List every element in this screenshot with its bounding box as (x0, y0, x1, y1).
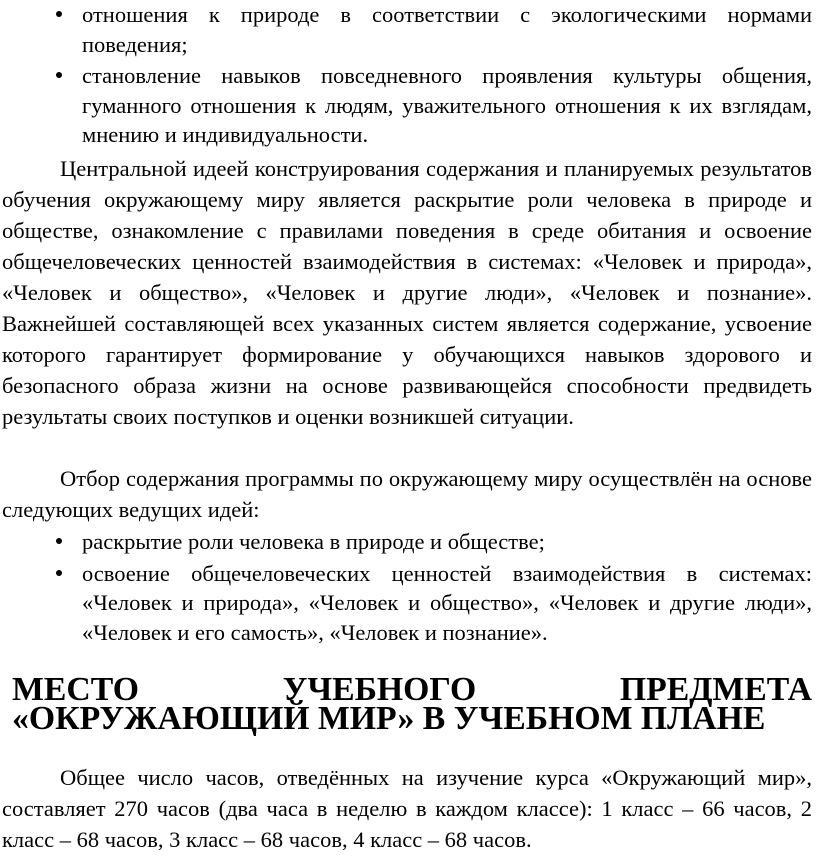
bullet-text: раскрытие роли человека в природе и обществе; (82, 529, 545, 554)
list-item (82, 0, 812, 59)
bullet-text: отношения к природе в соответствии с экологическими нормами поведения; (82, 2, 812, 57)
list-item (82, 527, 812, 557)
bullet-list-top (82, 0, 812, 150)
section-heading: МЕСТО УЧЕБНОГО ПРЕДМЕТА «ОКРУЖАЮЩИЙ МИР» В УЧЕБНОМ ПЛАНЕ (12, 671, 812, 737)
paragraph-hours: Общее число часов, отведённых на изучение курса «Окружающий мир», составляет 270 часов (два часа в неделю в каждом классе): 1 класс – 66 часов, 2 класс – 68 часов, 3 класс – 68 часов, 4 класс – 68 часов. (2, 765, 812, 852)
bullet-icon (56, 538, 62, 544)
bullet-icon (56, 11, 62, 17)
paragraph-central-idea: Центральной идеей конструирования содержания и планируемых результатов обучения окружающему миру является раскрытие роли человека в природе и обществе, ознакомление с правилами поведения в среде обитания и освоение общечеловеческих ценностей взаимодействия в системах: «Человек и природа», «Человек и общество», «Человек и другие люди», «Человек и познание». Важнейшей составляющей всех указанных систем является содержание, усвоение которого гарантирует формирование у обучающихся навыков здорового и безопасного образа жизни на основе развивающейся способности предвидеть результаты своих поступков и оценки возникшей ситуации. (2, 156, 812, 429)
bullet-list-bottom (82, 527, 812, 647)
paragraph-content-selection: Отбор содержания программы по окружающему миру осуществлён на основе следующих ведущих идей: (2, 466, 812, 522)
bullet-text: освоение общечеловеческих ценностей взаимодействия в системах: «Человек и природа», «Человек и общество», «Человек и другие люди», «Человек и его самость», «Человек и познание». (82, 560, 812, 645)
bullet-text: становление навыков повседневного проявления культуры общения, гуманного отношения к людям, уважительного отношения к их взглядам, мнению и индивидуальности. (82, 63, 812, 147)
bullet-icon (56, 72, 62, 78)
bullet-icon (56, 570, 62, 576)
list-item (82, 61, 812, 150)
list-item (82, 559, 812, 648)
